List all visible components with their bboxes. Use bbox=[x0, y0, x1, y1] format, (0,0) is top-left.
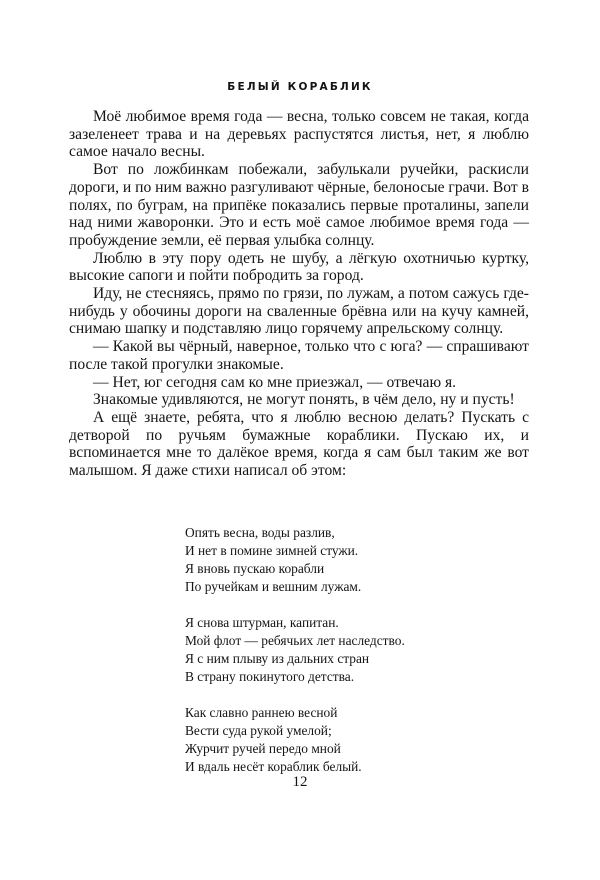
poem bbox=[185, 524, 505, 794]
poem-line: Я снова штурман, капитан. bbox=[185, 615, 339, 630]
paragraph: Моё любимое время года — весна, только совсем не такая, когда зазеленеет трава и на деревьях распустятся листья, нет, я люблю самое начало весны. bbox=[69, 108, 529, 161]
poem-line: И вдаль несёт кораблик белый. bbox=[185, 759, 362, 774]
poem-line: В страну покинутого детства. bbox=[185, 669, 355, 684]
poem-line: По ручейкам и вешним лужам. bbox=[185, 579, 362, 594]
poem-line: Я с ним плыву из дальних стран bbox=[185, 651, 370, 666]
page-number: 12 bbox=[292, 774, 308, 790]
poem-line: Мой флот — ребячьих лет наследство. bbox=[185, 633, 405, 648]
poem-stanza bbox=[185, 614, 505, 686]
poem-line: Я вновь пускаю корабли bbox=[185, 561, 325, 576]
poem-stanza bbox=[185, 524, 505, 596]
chapter-title: БЕЛЫЙ КОРАБЛИК bbox=[227, 81, 373, 93]
paragraph: Знакомые удивляются, не могут понять, в чём дело, ну и пусть! bbox=[93, 391, 515, 409]
paragraph: Иду, не стесняясь, прямо по грязи, по лужам, а потом сажусь где-нибудь у обочины дороги на сваленные брёвна или на кучу камней, снимаю шапку и подставляю лицо горячему апрельскому солнцу. bbox=[69, 285, 529, 338]
poem-line: И нет в помине зимней стужи. bbox=[185, 543, 359, 558]
poem-line: Журчит ручей передо мной bbox=[185, 741, 341, 756]
paragraph: — Нет, юг сегодня сам ко мне приезжал, — отвечаю я. bbox=[93, 373, 457, 391]
paragraph: — Какой вы чёрный, наверное, только что с юга? — спрашивают после такой прогулки знакомые. bbox=[69, 338, 529, 373]
paragraph: Люблю в эту пору одеть не шубу, а лёгкую охотничью куртку, высокие сапоги и пойти побродить за город. bbox=[69, 249, 529, 285]
poem-line: Вести суда рукой умелой; bbox=[185, 723, 332, 738]
poem-line: Опять весна, воды разлив, bbox=[185, 525, 335, 540]
poem-line: Как славно раннею весной bbox=[185, 705, 338, 720]
paragraph: А ещё знаете, ребята, что я люблю весною делать? Пускать с детворой по ручьям бумажные кораблики. Пускаю их, и вспоминается мне то далёкое время, когда я сам был таким же вот малышом. Я даже стихи написал об этом: bbox=[69, 408, 529, 480]
paragraph: Вот по ложбинкам побежали, забулькали ручейки, раскисли дороги, и по ним важно разгуливают чёрные, белоносые грачи. Вот в полях, по буграм, на припёке показались первые проталины, запели над ними жаворонки. Это и есть моё самое любимое время года — пробуждение земли, её первая улыбка солнцу. bbox=[69, 161, 529, 249]
prose-text bbox=[69, 108, 529, 480]
poem-stanza bbox=[185, 704, 505, 776]
